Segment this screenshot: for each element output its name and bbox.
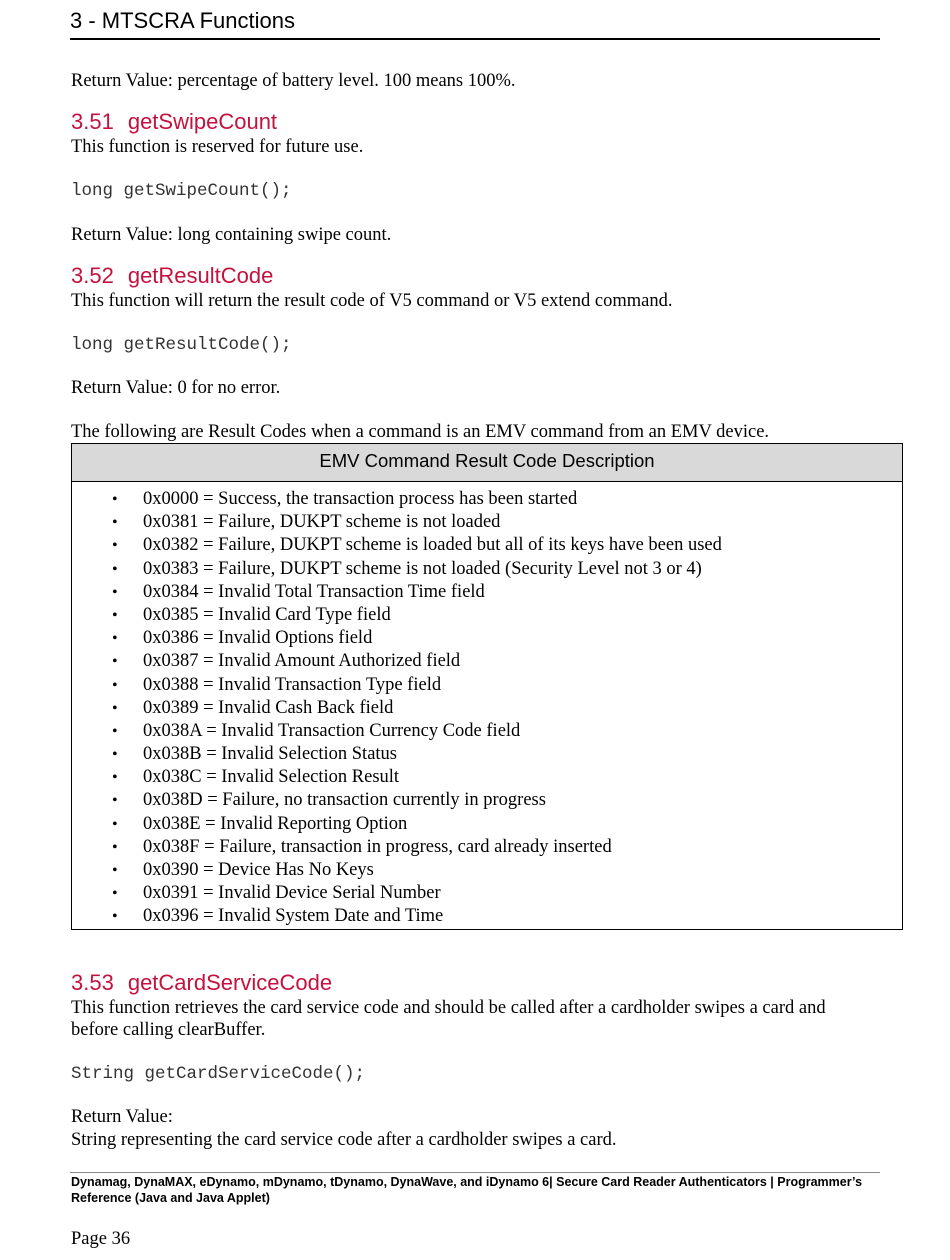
return-value: Return Value: 0 for no error. <box>71 378 281 398</box>
result-code-item <box>72 720 902 743</box>
section-title: getCardServiceCode <box>127 970 333 995</box>
result-code-item <box>72 534 902 557</box>
table-intro: The following are Result Codes when a command is an EMV command from an EMV device. <box>71 422 770 442</box>
result-code-item <box>72 813 902 836</box>
bullet-icon: • <box>112 537 118 555</box>
result-code-item <box>72 650 902 673</box>
bullet-icon: • <box>112 769 118 787</box>
result-code-item <box>72 743 902 766</box>
footer-divider <box>70 1172 880 1173</box>
result-code-item <box>72 859 902 882</box>
result-code-text: 0x0387 = Invalid Amount Authorized field <box>143 651 461 672</box>
result-code-text: 0x0385 = Invalid Card Type field <box>143 604 391 625</box>
footer-product-title: Dynamag, DynaMAX, eDynamo, mDynamo, tDynamo, DynaWave, and iDynamo 6| Secure Card Reader Authenticators | Programmer’s Reference (Java and Java Applet) <box>71 1175 863 1205</box>
bullet-icon: • <box>112 606 118 624</box>
page-number: Page 36 <box>71 1229 131 1249</box>
table-header: EMV Command Result Code Description <box>72 444 902 482</box>
result-code-list <box>72 482 902 929</box>
bullet-icon: • <box>112 583 118 601</box>
section-title: getResultCode <box>127 263 274 288</box>
bullet-icon: • <box>112 838 118 856</box>
bullet-icon: • <box>112 746 118 764</box>
bullet-icon: • <box>112 491 118 508</box>
code-signature: long getSwipeCount(); <box>71 181 292 201</box>
section-description: This function will return the result code of V5 command or V5 extend command. <box>71 291 673 311</box>
section-description-line-2: before calling clearBuffer. <box>71 1020 266 1040</box>
bullet-icon: • <box>112 560 118 578</box>
result-code-text: 0x0386 = Invalid Options field <box>143 628 373 649</box>
bullet-icon: • <box>112 792 118 810</box>
result-code-item <box>72 488 902 511</box>
section-heading-3-52 <box>71 263 273 289</box>
result-code-item <box>72 674 902 697</box>
result-code-item <box>72 627 902 650</box>
emv-result-code-table <box>71 443 903 930</box>
result-code-item <box>72 697 902 720</box>
section-description-line-1: This function retrieves the card service code and should be called after a cardholder swipes a card and <box>71 998 826 1018</box>
running-header: 3 - MTSCRA Functions <box>70 6 880 40</box>
bullet-icon: • <box>112 908 118 926</box>
result-code-item <box>72 836 902 859</box>
result-code-text: 0x0396 = Invalid System Date and Time <box>143 906 444 927</box>
battery-return-value: Return Value: percentage of battery level. 100 means 100%. <box>71 71 516 91</box>
result-code-text: 0x038D = Failure, no transaction currently in progress <box>143 790 546 811</box>
result-code-text: 0x0390 = Device Has No Keys <box>143 860 374 880</box>
bullet-icon: • <box>112 630 118 648</box>
section-number: 3.53 <box>71 970 114 995</box>
section-heading-3-53 <box>71 970 332 996</box>
result-code-item <box>72 604 902 627</box>
result-code-item <box>72 558 902 581</box>
result-code-text: 0x0381 = Failure, DUKPT scheme is not loaded <box>143 512 501 533</box>
bullet-icon: • <box>112 676 118 694</box>
bullet-icon: • <box>112 885 118 903</box>
code-signature: long getResultCode(); <box>71 335 292 355</box>
result-code-text: 0x0391 = Invalid Device Serial Number <box>143 883 441 904</box>
result-code-item <box>72 766 902 789</box>
section-number: 3.51 <box>71 109 114 134</box>
bullet-icon: • <box>112 722 118 740</box>
bullet-icon: • <box>112 862 118 879</box>
section-title: getSwipeCount <box>127 109 278 134</box>
bullet-icon: • <box>112 699 118 717</box>
result-code-text: 0x0000 = Success, the transaction process has been started <box>143 489 578 509</box>
return-value: Return Value: long containing swipe count. <box>71 225 392 245</box>
result-code-text: 0x038A = Invalid Transaction Currency Code field <box>143 720 521 741</box>
result-code-text: 0x0384 = Invalid Total Transaction Time field <box>143 581 485 602</box>
result-code-item <box>72 511 902 534</box>
bullet-icon: • <box>112 815 118 833</box>
result-code-text: 0x0388 = Invalid Transaction Type field <box>143 674 442 695</box>
return-value: String representing the card service code after a cardholder swipes a card. <box>71 1130 617 1150</box>
result-code-text: 0x038B = Invalid Selection Status <box>143 744 397 765</box>
result-code-text: 0x0382 = Failure, DUKPT scheme is loaded but all of its keys have been used <box>143 535 722 556</box>
section-number: 3.52 <box>71 263 114 288</box>
result-code-text: 0x038C = Invalid Selection Result <box>143 767 400 788</box>
bullet-icon: • <box>112 653 118 671</box>
result-code-item <box>72 581 902 604</box>
result-code-text: 0x0383 = Failure, DUKPT scheme is not loaded (Security Level not 3 or 4) <box>143 558 702 579</box>
result-code-item <box>72 882 902 905</box>
result-code-item <box>72 905 902 928</box>
return-value-label: Return Value: <box>71 1107 173 1127</box>
code-signature: String getCardServiceCode(); <box>71 1064 366 1084</box>
bullet-icon: • <box>112 514 118 532</box>
section-heading-3-51 <box>71 109 277 135</box>
result-code-text: 0x0389 = Invalid Cash Back field <box>143 697 394 718</box>
result-code-item <box>72 789 902 812</box>
section-description: This function is reserved for future use. <box>71 137 364 157</box>
result-code-text: 0x038E = Invalid Reporting Option <box>143 813 408 834</box>
result-code-text: 0x038F = Failure, transaction in progress, card already inserted <box>143 836 612 857</box>
